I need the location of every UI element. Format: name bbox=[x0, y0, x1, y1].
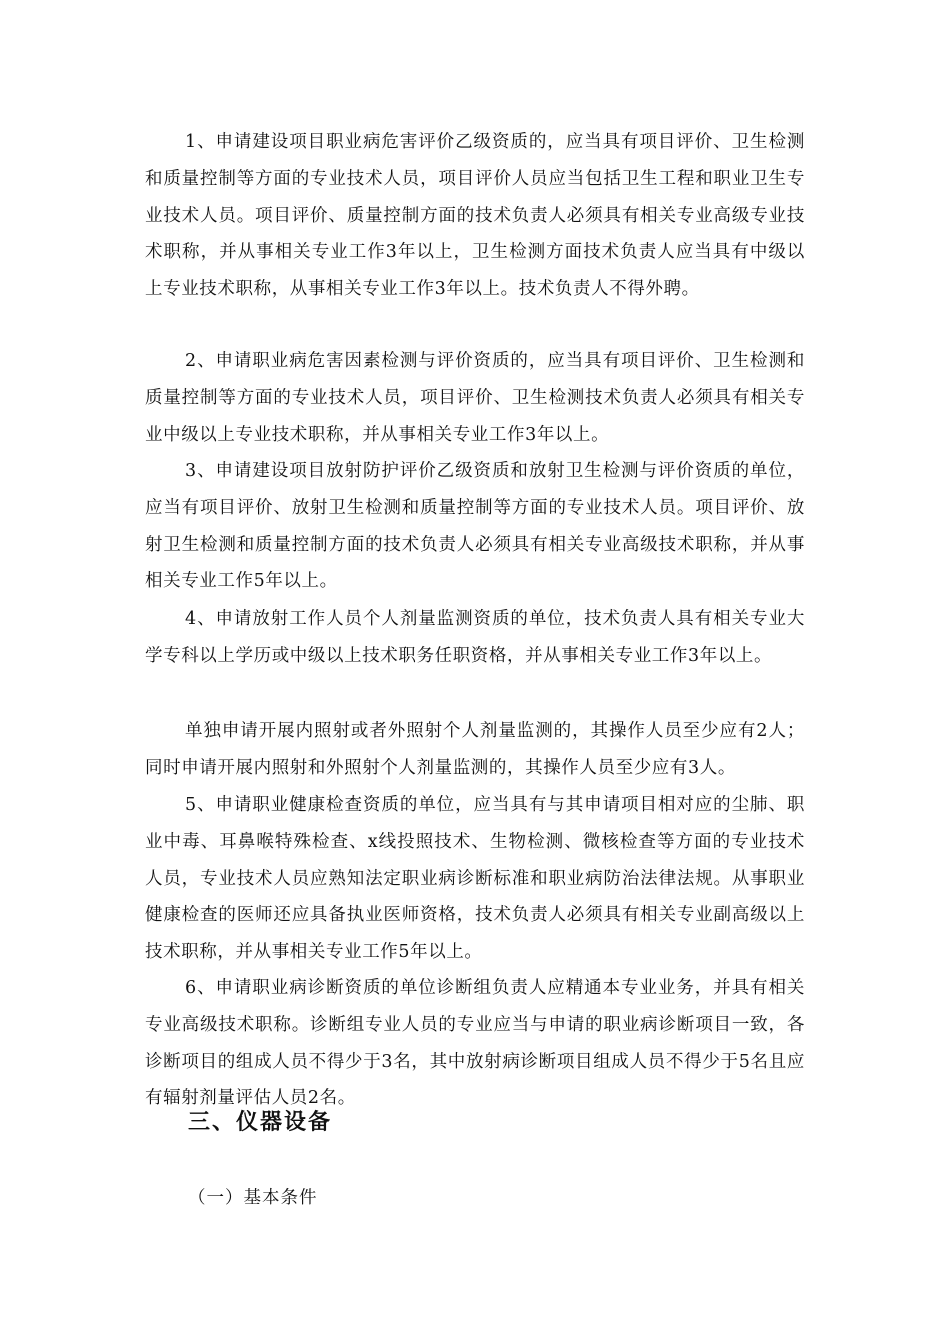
paragraph-5: 5、申请职业健康检查资质的单位，应当具有与其申请项目相对应的尘肺、职业中毒、耳鼻喉特殊检查、x线投照技术、生物检测、微核检查等方面的专业技术人员，专业技术人员应熟知法定职业病诊断标准和职业病防治法律法规。从事职业健康检查的医师还应具备执业医师资格，技术负责人必须具有相关专业副高级以上技术职称，并从事相关专业工作5年以上。 bbox=[145, 795, 805, 963]
paragraph-2: 2、申请职业病危害因素检测与评价资质的，应当具有项目评价、卫生检测和质量控制等方面的专业技术人员，项目评价、卫生检测技术负责人必须具有相关专业中级以上专业技术职称，并从事相关专业工作3年以上。 bbox=[145, 351, 805, 445]
paragraph-1: 1、申请建设项目职业病危害评价乙级资质的，应当具有项目评价、卫生检测和质量控制等方面的专业技术人员，项目评价人员应当包括卫生工程和职业卫生专业技术人员。项目评价、质量控制方面的技术负责人必须具有相关专业高级专业技术职称，并从事相关专业工作3年以上，卫生检测方面技术负责人应当具有中级以上专业技术职称，从事相关专业工作3年以上。技术负责人不得外聘。 bbox=[145, 132, 805, 300]
paragraph-6: 6、申请职业病诊断资质的单位诊断组负责人应精通本专业业务，并具有相关专业高级技术职称。诊断组专业人员的专业应当与申请的职业病诊断项目一致，各诊断项目的组成人员不得少于3名，其中放射病诊断项目组成人员不得少于5名且应有辐射剂量评估人员2名。 bbox=[145, 978, 805, 1109]
section-heading: 三、仪器设备 bbox=[188, 1110, 333, 1135]
paragraph-4: 4、申请放射工作人员个人剂量监测资质的单位，技术负责人具有相关专业大学专科以上学历或中级以上技术职务任职资格，并从事相关专业工作3年以上。 bbox=[145, 609, 805, 666]
paragraph-4-note: 单独申请开展内照射或者外照射个人剂量监测的，其操作人员至少应有2人；同时申请开展内照射和外照射个人剂量监测的，其操作人员至少应有3人。 bbox=[145, 721, 805, 778]
paragraph-3: 3、申请建设项目放射防护评价乙级资质和放射卫生检测与评价资质的单位，应当有项目评价、放射卫生检测和质量控制等方面的专业技术人员。项目评价、放射卫生检测和质量控制方面的技术负责人必须具有相关专业高级技术职称，并从事相关专业工作5年以上。 bbox=[145, 461, 805, 592]
subsection-heading: （一）基本条件 bbox=[188, 1188, 318, 1208]
